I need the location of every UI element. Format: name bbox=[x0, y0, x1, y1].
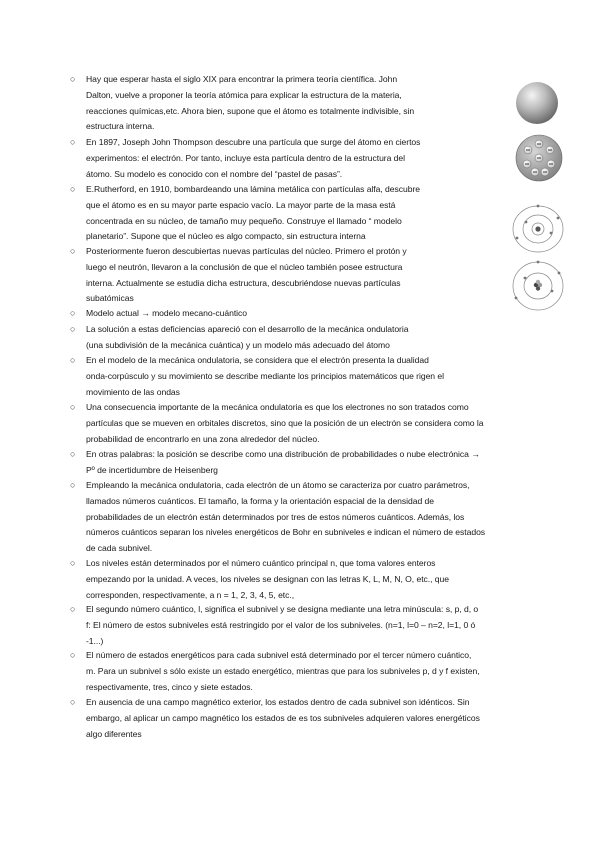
text-line: reacciones químicas,etc. Ahora bien, supone que el átomo es totalmente indivisible, sin bbox=[86, 105, 415, 116]
list-item bbox=[70, 556, 449, 603]
text-line: probabilidad de encontrarlo en una zona alrededor del núcleo. bbox=[86, 433, 320, 444]
text-line: de cada subnivel. bbox=[86, 543, 153, 554]
list-item bbox=[70, 135, 421, 182]
text-line: En 1897, Joseph John Thompson descubre una partícula que surge del átomo en ciertos bbox=[86, 137, 421, 147]
thomson-model-image bbox=[513, 132, 565, 184]
list-item bbox=[70, 695, 480, 742]
text-line: -1...) bbox=[86, 635, 104, 646]
text-line: Hay que esperar hasta el siglo XIX para encontrar la primera teoría científica. John bbox=[86, 74, 398, 84]
nucleus-model-image bbox=[508, 258, 568, 314]
text-line: números cuánticos separan los niveles energéticos de Bohr en subniveles e indican el número de estados bbox=[86, 527, 486, 538]
bullet-icon: ○ bbox=[70, 697, 76, 707]
list-item bbox=[70, 72, 415, 135]
bullet-icon: ○ bbox=[70, 308, 76, 318]
text-line: Los niveles están determinados por el número cuántico principal n, que toma valores enteros bbox=[86, 558, 436, 568]
text-line: concentrada en su núcleo, de tamaño muy pequeño. Construye el llamado “ modelo bbox=[86, 215, 402, 226]
text-line: embargo, al aplicar un campo magnético los estados de es tos subniveles adquieren valores energéticos bbox=[86, 712, 480, 723]
text-line: experimentos: el electrón. Por tanto, incluye esta partícula dentro de la estructura del bbox=[86, 152, 405, 163]
list-item bbox=[70, 400, 484, 447]
text-line: El número de estados energéticos para cada subnivel está determinado por el tercer número cuántico, bbox=[86, 650, 472, 660]
list-item bbox=[70, 478, 486, 557]
bullet-icon: ○ bbox=[70, 246, 76, 256]
text-line: m. Para un subnivel s sólo existe un estado energético, mientras que para los subniveles p, d y f existen, bbox=[86, 665, 480, 676]
text-line: estructura interna. bbox=[86, 121, 155, 132]
bullet-icon: ○ bbox=[70, 74, 76, 84]
rutherford-model-image bbox=[508, 202, 568, 256]
bullet-icon: ○ bbox=[70, 604, 76, 614]
text-line: Una consecuencia importante de la mecánica ondulatoria es que los electrones no son tratados como bbox=[86, 402, 469, 412]
bullet-icon: ○ bbox=[70, 449, 76, 459]
text-line: Pº de incertidumbre de Heisenberg bbox=[86, 464, 218, 475]
list-item bbox=[70, 447, 480, 479]
text-line: subatómicas bbox=[86, 293, 134, 304]
text-line: onda-corpúsculo y su movimiento se describe mediante los principios matemáticos que rigen el bbox=[86, 370, 444, 381]
bullet-icon: ○ bbox=[70, 480, 76, 490]
list-item bbox=[70, 322, 409, 354]
list-item bbox=[70, 306, 247, 322]
text-line: En ausencia de una campo magnético exterior, los estados dentro de cada subnivel son idénticos. Sin bbox=[86, 697, 470, 707]
list-item bbox=[70, 244, 407, 307]
text-line: interna. Actualmente se estudia dicha estructura, descubriéndose nuevas partículas bbox=[86, 277, 401, 288]
text-line: En el modelo de la mecánica ondulatoria, se considera que el electrón presenta la dualidad bbox=[86, 355, 429, 365]
text-line: Dalton, vuelve a proponer la teoría atómica para explicar la estructura de la materia, bbox=[86, 89, 402, 100]
text-line: que el átomo es en su mayor parte espacio vacío. La mayor parte de la masa está bbox=[86, 199, 396, 210]
list-item bbox=[70, 602, 479, 649]
text-line: Empleando la mecánica ondulatoria, cada electrón de un átomo se caracteriza por cuatro parámetros, bbox=[86, 480, 470, 490]
bullet-icon: ○ bbox=[70, 184, 76, 194]
bullet-icon: ○ bbox=[70, 558, 76, 568]
text-line: movimiento de las ondas bbox=[86, 386, 180, 397]
bullet-icon: ○ bbox=[70, 324, 76, 334]
text-line: planetario”. Supone que el núcleo es algo compacto, sin estructura interna bbox=[86, 231, 366, 242]
text-line: llamados números cuánticos. El tamaño, la forma y la orientación espacial de la densidad de bbox=[86, 495, 434, 506]
text-line: f: El número de estos subniveles está restringido por el valor de los subniveles. (n=1, l=0 – n=2, l=1, 0 ó bbox=[86, 619, 476, 630]
bullet-icon: ○ bbox=[70, 355, 76, 365]
text-line: respectivamente, tres, cinco y siete estados. bbox=[86, 681, 253, 692]
text-line: El segundo número cuántico, l, significa el subnivel y se designa mediante una letra minúscula: s, p, d, o bbox=[86, 604, 479, 614]
text-line: átomo. Su modelo es conocido con el nombre del “pastel de pasas”. bbox=[86, 168, 343, 179]
list-item bbox=[70, 353, 444, 400]
text-line: empezando por la unidad. A veces, los niveles se designan con las letras K, L, M, N, O, etc., que bbox=[86, 573, 449, 584]
text-line: partículas que se mueven en orbitales discretos, sino que la posición de un electrón se considera como la bbox=[86, 417, 484, 428]
bullet-icon: ○ bbox=[70, 650, 76, 660]
text-line: La solución a estas deficiencias apareció con el desarrollo de la mecánica ondulatoria bbox=[86, 324, 409, 334]
text-line: algo diferentes bbox=[86, 728, 142, 739]
text-line: Modelo actual → modelo mecano-cuántico bbox=[86, 308, 247, 318]
list-item bbox=[70, 182, 420, 245]
text-line: probabilidades de un electrón están determinados por tres de estos números cuánticos. Además, los bbox=[86, 511, 465, 522]
bullet-icon: ○ bbox=[70, 402, 76, 412]
bullet-icon: ○ bbox=[70, 137, 76, 147]
text-line: luego el neutrón, llevaron a la conclusión de que el núcleo también posee estructura bbox=[86, 261, 403, 272]
text-line: En otras palabras: la posición se describe como una distribución de probabilidades o nube electrónica → bbox=[86, 449, 480, 459]
list-item bbox=[70, 648, 480, 695]
dalton-sphere-image bbox=[513, 79, 561, 127]
text-line: corresponden, respectivamente, a n = 1, 2, 3, 4, 5, etc., bbox=[86, 589, 295, 600]
text-line: E.Rutherford, en 1910, bombardeando una lámina metálica con partículas alfa, descubre bbox=[86, 184, 420, 194]
text-line: (una subdivisión de la mecánica cuántica) y un modelo más adecuado del átomo bbox=[86, 339, 390, 350]
text-line: Posteriormente fueron descubiertas nuevas partículas del núcleo. Primero el protón y bbox=[86, 246, 407, 256]
